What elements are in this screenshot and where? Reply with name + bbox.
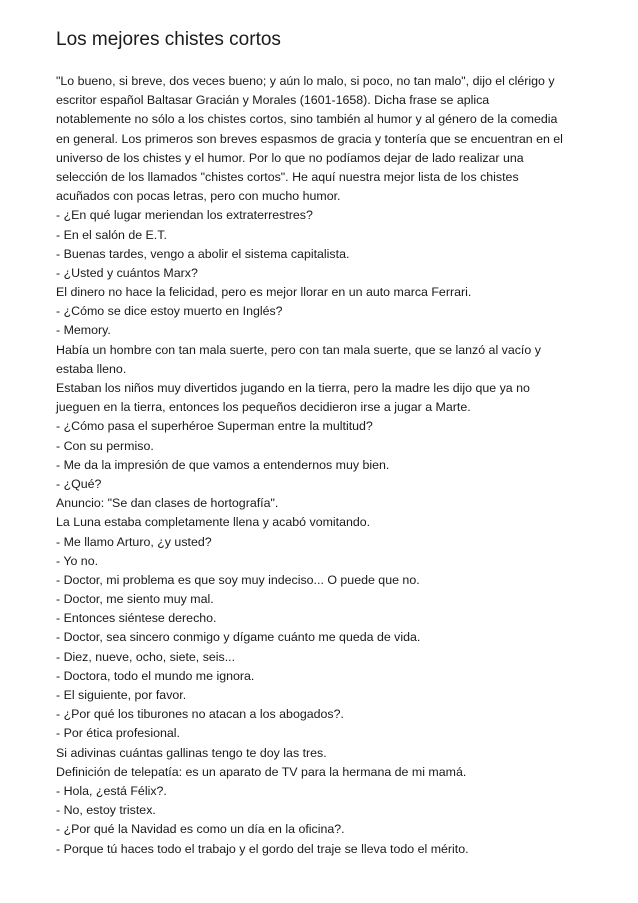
- text-line: jueguen en la tierra, entonces los pequeños decidieron irse a jugar a Marte.: [56, 400, 471, 415]
- page-title: Los mejores chistes cortos: [56, 29, 281, 50]
- text-line: Había un hombre con tan mala suerte, pero con tan mala suerte, que se lanzó al vacío y: [56, 342, 541, 357]
- text-line: selección de los llamados "chistes cortos". He aquí nuestra mejor lista de los chistes: [56, 169, 519, 184]
- text-line: - ¿Por qué la Navidad es como un día en la oficina?.: [56, 822, 345, 837]
- text-line: - Con su permiso.: [56, 438, 154, 453]
- text-line: "Lo bueno, si breve, dos veces bueno; y aún lo malo, si poco, no tan malo", dijo el clérigo y: [56, 74, 555, 88]
- text-line: notablemente no sólo a los chistes cortos, sino también al humor y al género de la comedia: [56, 112, 558, 127]
- text-line: universo de los chistes y el humor. Por lo que no podíamos dejar de lado realizar una: [56, 150, 524, 165]
- text-line: - Diez, nueve, ocho, siete, seis...: [56, 649, 236, 664]
- text-line: - Buenas tardes, vengo a abolir el sistema capitalista.: [56, 246, 350, 261]
- text-line: - No, estoy tristex.: [56, 803, 156, 818]
- text-line: - Por ética profesional.: [56, 726, 180, 741]
- text-line: - Doctora, todo el mundo me ignora.: [56, 668, 255, 683]
- text-line: acuñados con pocas letras, pero con mucho humor.: [56, 189, 341, 204]
- text-line: - Doctor, me siento muy mal.: [56, 592, 214, 607]
- text-line: - Doctor, sea sincero conmigo y dígame cuánto me queda de vida.: [56, 630, 421, 645]
- text-line: Estaban los niños muy divertidos jugando en la tierra, pero la madre les dijo que ya no: [56, 381, 530, 395]
- text-line: - Porque tú haces todo el trabajo y el gordo del traje se lleva todo el mérito.: [56, 841, 469, 856]
- text-line: - ¿Cómo pasa el superhéroe Superman entre la multitud?: [56, 419, 373, 434]
- text-line: - ¿En qué lugar meriendan los extraterrestres?: [56, 208, 313, 223]
- text-line: Anuncio: "Se dan clases de hortografía".: [56, 496, 279, 511]
- text-line: - Doctor, mi problema es que soy muy indeciso... O puede que no.: [56, 572, 420, 587]
- text-line: - El siguiente, por favor.: [56, 688, 187, 702]
- text-line: La Luna estaba completamente llena y acabó vomitando.: [56, 515, 371, 530]
- text-line: - ¿Qué?: [56, 476, 102, 491]
- text-line: - ¿Cómo se dice estoy muerto en Inglés?: [56, 304, 283, 319]
- text-line: El dinero no hace la felicidad, pero es mejor llorar en un auto marca Ferrari.: [56, 285, 472, 300]
- document-body: [56, 72, 616, 859]
- text-line: - Memory.: [56, 323, 111, 338]
- text-line: - Hola, ¿está Félix?.: [56, 783, 167, 798]
- text-line: en general. Los primeros son breves espasmos de gracia y tontería que se encuentran en el: [56, 131, 563, 146]
- text-line: - ¿Usted y cuántos Marx?: [56, 265, 198, 280]
- text-line: - En el salón de E.T.: [56, 227, 167, 242]
- text-line: - ¿Por qué los tiburones no atacan a los abogados?.: [56, 707, 344, 722]
- text-line: - Entonces siéntese derecho.: [56, 611, 217, 626]
- text-line: - Me da la impresión de que vamos a entendernos muy bien.: [56, 457, 390, 472]
- text-line: estaba lleno.: [56, 361, 127, 376]
- text-line: escritor español Baltasar Gracián y Morales (1601-1658). Dicha frase se aplica: [56, 93, 490, 108]
- text-line: - Me llamo Arturo, ¿y usted?: [56, 534, 212, 549]
- text-line: Si adivinas cuántas gallinas tengo te doy las tres.: [56, 745, 327, 760]
- text-line: Definición de telepatía: es un aparato de TV para la hermana de mi mamá.: [56, 764, 467, 779]
- text-line: - Yo no.: [56, 553, 99, 568]
